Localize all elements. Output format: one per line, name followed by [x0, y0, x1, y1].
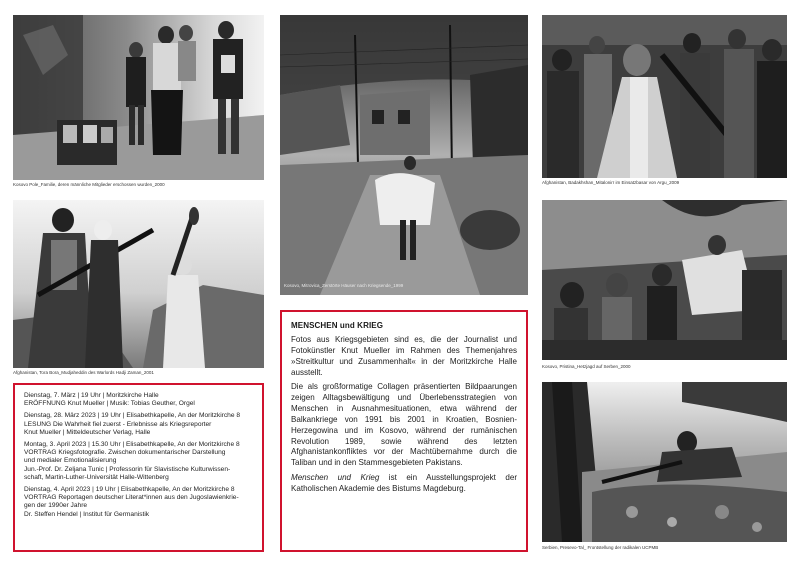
photo-caption: Afghanistan, Tora Bora_Mudjaheddin des Warlords Hadji Zaman_2001 — [13, 370, 154, 375]
photo-kosovo-mitrovica — [280, 15, 528, 295]
event-line: Dr. Steffen Hendel | Institut für Germanistik — [24, 510, 150, 518]
photo-caption: Kosovo, Mitrovica_Zerstörte Häuser nach Kriegsende_1999 — [284, 283, 404, 288]
event-date: Dienstag, 7. März | 19 Uhr | Moritzkirche Halle — [24, 392, 159, 399]
photo-caption: Kosovo, Pristina_Hetzjagd auf Serben_2000 — [542, 364, 631, 369]
photo-kosovo-pristina — [542, 200, 787, 360]
photo-kosovo-pole — [13, 15, 264, 180]
event-date: Dienstag, 4. April 2023 | 19 Uhr | Elisabethkapelle, An der Moritzkirche 8 — [24, 486, 235, 494]
article-text: ist ein Ausstellungsprojekt der Katholischen Akademie des Bistums Magdeburg. — [291, 473, 517, 493]
event-item — [24, 441, 255, 482]
event-line: LESUNG Die Wahrheit fiel zuerst - Erlebnisse als Kriegsreporter — [24, 420, 212, 428]
event-line: ERÖFFNUNG Knut Mueller | Musik: Tobias Geuther, Orgel — [24, 400, 195, 408]
event-line: VORTRAG Kriegsfotografie. Zwischen dokumentarischer Darstellung — [24, 449, 226, 457]
event-line: gen der 1990er Jahre — [24, 502, 88, 510]
event-line: VORTRAG Reportagen deutscher Literat*innen aus den Jugoslawienkrie- — [24, 494, 239, 502]
photo-serbien-presevo — [542, 382, 787, 542]
photo-afghanistan-badakhshan — [542, 15, 787, 178]
photo-caption: Kosovo Pole_Familie, deren männliche Mitglieder erschossen wurden_2000 — [13, 182, 165, 187]
event-item — [24, 486, 255, 519]
photo-afghanistan-torabora — [13, 200, 264, 368]
photo-caption: Afghanistan, Badakhshan_Mitalonirr im Einsatzbasar von Argu_2009 — [542, 180, 680, 185]
event-line: Jun.-Prof. Dr. Zeljana Tunic | Professorin für Slavistische Kulturwissen- — [24, 465, 231, 473]
article-paragraph — [291, 473, 517, 495]
event-item — [24, 392, 255, 408]
article-emphasis: Menschen und Krieg — [291, 473, 380, 483]
events-box — [13, 383, 264, 552]
article-paragraph: Die als großformatige Collagen präsentierten Bildpaarungen zeigen Alltagsbewältigung und Überlebensstrategien von Menschen in Ausnahmesituationen, etwa während der Balkankriege von 1991 bis 2001 in Kroatien, Bosnien-Herzegowina und im Kosovo, während der rumänischen Revolution 1989, sowie während des letzten Afghanistankonfliktes vor der Machtübernahme durch die Taliban und in den Stammesgebieten Pakistans. — [291, 382, 517, 468]
article-box — [280, 310, 528, 552]
event-date: Dienstag, 28. März 2023 | 19 Uhr | Elisabethkapelle, An der Moritzkirche 8 — [24, 412, 240, 420]
article-paragraph: Fotos aus Kriegsgebieten sind es, die der Journalist und Fotokünstler Knut Mueller im Rahmen des Themenjahres »Streitkultur und Zusammenhalt« in der Moritzkirche Halle ausstellt. — [291, 335, 517, 377]
article-title: MENSCHEN und KRIEG — [291, 321, 384, 330]
event-line: Knut Mueller | Mitteldeutscher Verlag, Halle — [24, 428, 151, 436]
event-line: schaft, Martin-Luther-Universität Halle-Wittenberg — [24, 473, 169, 481]
event-line: und medialer Emotionalisierung — [24, 457, 117, 465]
event-date: Montag, 3. April 2023 | 15.30 Uhr | Elisabethkapelle, An der Moritzkirche 8 — [24, 441, 240, 449]
event-item — [24, 412, 255, 437]
photo-caption: Serbien, Presevo-Tal_ Frontstellung der radikalen UCPMB — [542, 545, 659, 550]
